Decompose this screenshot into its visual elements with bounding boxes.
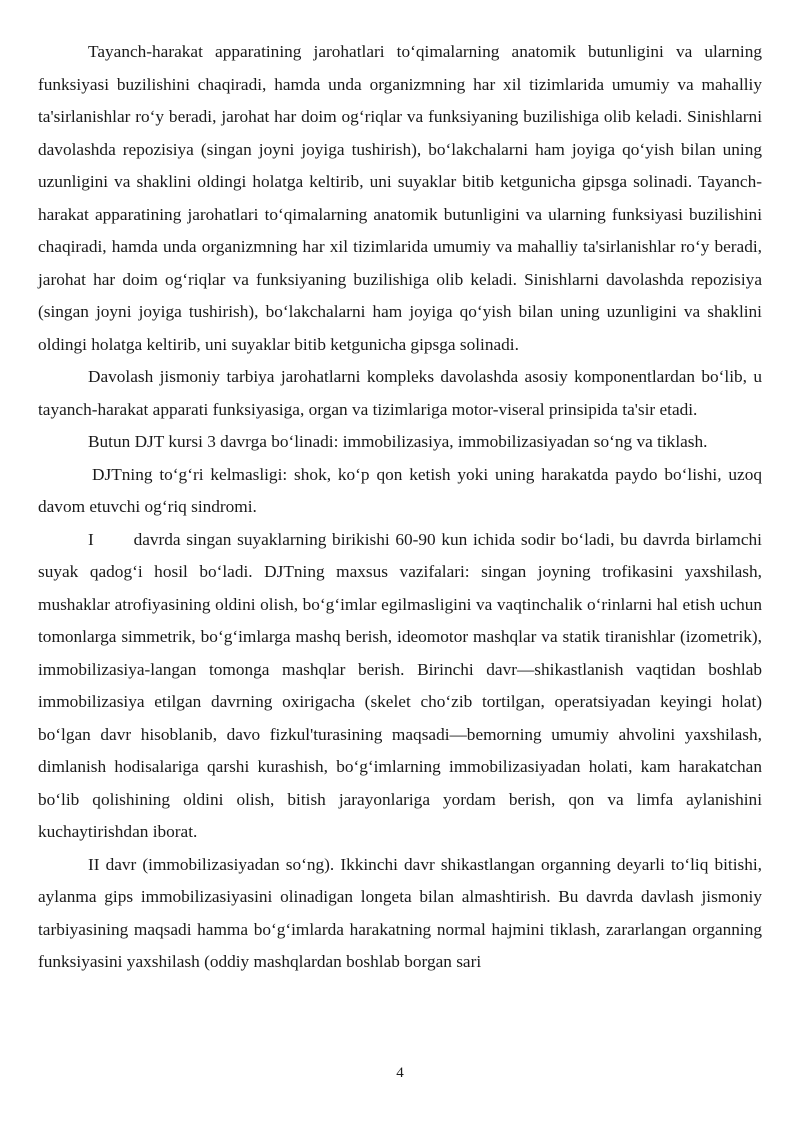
paragraph-treatment-role: Davolash jismoniy tarbiya jarohatlarni kompleks davolashda asosiy komponentlardan bo‘lib, u tayanch-harakat apparati funksiyasiga, organ va tizimlariga motor-viseral prinsipida ta'sir etadi. — [38, 367, 762, 419]
document-body — [38, 36, 767, 979]
paragraph-course-periods: Butun DJT kursi 3 davrga bo‘linadi: immobilizasiya, immobilizasiyadan so‘ng va tiklash. — [88, 432, 708, 451]
paragraph-second-period: II davr (immobilizasiyadan so‘ng). Ikkinchi davr shikastlangan organning deyarli to‘liq bitishi, aylanma gips immobilizasiyasini olinadigan longeta bilan almashtirish. Bu davrda davlash jismoniy tarbiyasining maqsadi hamma bo‘g‘imlarda harakatning normal hajmini tiklash, zararlangan organning funksiyasini yaxshilash (oddiy mashqlardan boshlab borgan sari — [38, 854, 762, 971]
paragraph-injuries-overview: Tayanch-harakat apparatining jarohatlari to‘qimalarning anatomik butunligini va ularning funksiyasi buzilishini chaqiradi, hamda unda organizmning har xil tizimlarida umumiy va mahalliy ta'sirlanishlar ro‘y beradi, jarohat har doim og‘riqlar va funksiyaning buzilishiga olib keladi. Sinishlarni davolashda repozisiya (singan joyni joyiga tushirish), bo‘lakchalarni ham joyiga qo‘yish bilan uning uzunligini va shaklini oldingi holatga keltirib, uni suyaklar bitib ketgunicha gipsga solinadi. Tayanch-harakat apparatining jarohatlari to‘qimalarning anatomik butunligini va ularning funksiyasi buzilishini chaqiradi, hamda unda organizmning har xil tizimlarida umumiy va mahalliy ta'sirlanishlar ro‘y beradi, jarohat har doim og‘riqlar va funksiyaning buzilishiga olib keladi. Sinishlarni davolashda repozisiya (singan joyni joyiga tushirish), bo‘lakchalarni ham joyiga qo‘yish bilan uning uzunligini va shaklini oldingi holatga keltirib, uni suyaklar bitib ketgunicha gipsga solinadi. — [38, 42, 762, 354]
page-number: 4 — [396, 1065, 404, 1081]
paragraph-contraindications: DJTning to‘g‘ri kelmasligi: shok, ko‘p qon ketish yoki uning harakatda paydo bo‘lishi, uzoq davom etuvchi og‘riq sindromi. — [38, 464, 762, 516]
paragraph-first-period: I davrda singan suyaklarning birikishi 60-90 kun ichida sodir bo‘ladi, bu davrda birlamchi suyak qadog‘i hosil bo‘ladi. DJTning maxsus vazifalari: singan joyning trofikasini yaxshilash, mushaklar atrofiyasining oldini olish, bo‘g‘imlar egilmasligini va vaqtinchalik o‘rinlarni hal etish uchun tomonlarga simmetrik, bo‘g‘imlarga mashq berish, ideomotor mashqlar va statik tiranishlar (izometrik), immobilizasiya-langan tomonga mashqlar berish. Birinchi davr—shikastlanish vaqtidan boshlab immobilizasiya etilgan davrning oxirigacha (skelet cho‘zib tortilgan, operatsiyadan keyingi holat) bo‘lgan davr hisoblanib, davo fizkul'turasining maqsadi—bemorning umumiy ahvolini yaxshilash, dimlanish hodisalariga qarshi kurashish, bo‘g‘imlarning immobilizasiyadan holati, kam harakatchan bo‘lib qolishining oldini olish, bitish jarayonlariga yordam berish, qon va limfa aylanishini kuchaytirishdan iborat. — [38, 529, 767, 841]
